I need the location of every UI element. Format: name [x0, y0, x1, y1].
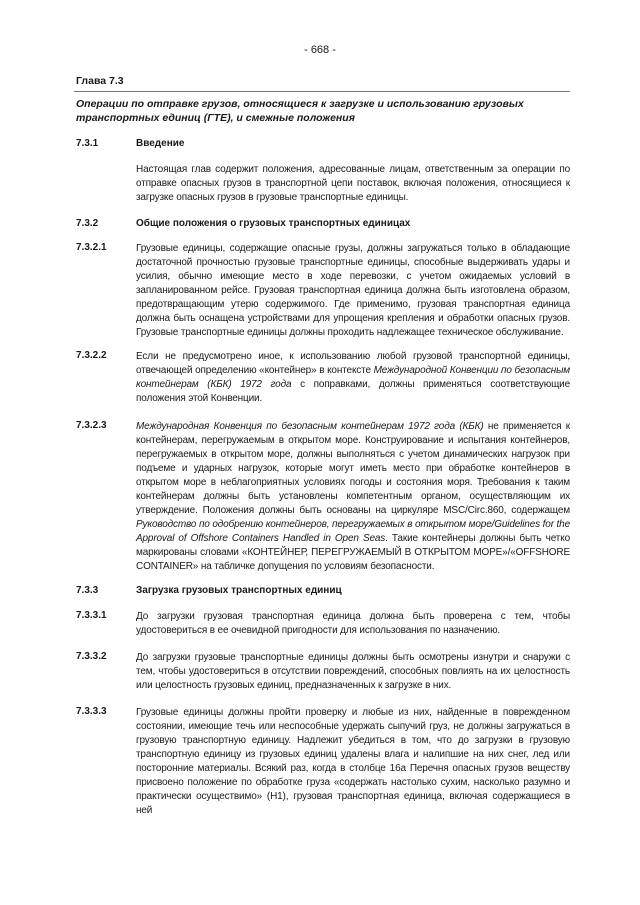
section-number: 7.3.2	[76, 218, 99, 229]
paragraph-number: 7.3.3.2	[76, 651, 107, 662]
paragraph-text: Международная Конвенция по безопасным контейнерам 1972 года (КБК) не применяется к контейнерам, перегружаемым в открытом море. Конструирование и испытания контейнеров, перегружаемых в открытом море, должны выполняться с учетом динамических нагрузок при подъеме и ударных нагрузок, которые могут иметь место при обработке контейнеров в открытом море в неблагоприятных условиях погоды и состояния моря. Требования к таким контейнерам должны быть установлены компетентным органом, осуществляющим их утверждение. Положения должны быть основаны на циркуляре MSC/Circ.860, содержащем Руководство по одобрению контейнеров, перегружаемых в открытом море/Guidelines for the Approval of Offshore Containers Handled in Open Seas. Такие контейнеры должны быть четко маркированы словами «КОНТЕЙНЕР, ПЕРЕГРУЖАЕМЫЙ В ОТКРЫТОМ МОРЕ»/«OFFSHORE CONTAINER» на табличке допущения по условиям безопасности.	[136, 421, 570, 572]
paragraph-number: 7.3.2.3	[76, 420, 107, 431]
paragraph-7-3-3-2	[76, 651, 570, 693]
paragraph-text: Грузовые единицы должны пройти проверку и любые из них, найденные в поврежденном состоянии, имеющие течь или неспособные удержать сыпучий груз, не должны загружаться в грузовую транспортную единицу. Надлежит убедиться в том, что до загрузки в грузовую транспортную единицу из грузовых единиц удалены влага и налипшие на них снег, лед или посторонние материалы. Всякий раз, когда в столбце 16а Перечня опасных грузов веществу присвоено положение по обработке груза «содержать настолько сухим, насколько разумно и практически осуществимо» (H1), грузовая транспортная единица, включая содержащиеся в ней	[136, 707, 570, 816]
section-heading: Загрузка грузовых транспортных единиц	[136, 585, 342, 596]
header-rule	[74, 91, 570, 92]
paragraph-text: До загрузки грузовая транспортная единица должна быть проверена с тем, чтобы удостовериться в ее очевидной пригодности для использования по назначению.	[136, 611, 570, 636]
section-heading: Общие положения о грузовых транспортных единицах	[136, 218, 411, 229]
page-number: - 668 -	[304, 44, 336, 56]
intro-paragraph	[76, 163, 570, 205]
paragraph-7-3-2-1	[76, 242, 570, 340]
paragraph-text: До загрузки грузовые транспортные единицы должны быть осмотрены изнутри и снаружи с тем, чтобы удостовериться в отсутствии повреждений, способных повлиять на их целостность или целостность грузовых единиц, предназначенных к загрузке в них.	[136, 652, 570, 691]
section-7-3-3	[76, 585, 570, 596]
section-number: 7.3.3	[76, 585, 99, 596]
section-number: 7.3.1	[76, 138, 99, 149]
chapter-title: Операции по отправке грузов, относящиеся к загрузке и использованию грузовых транспортных единиц (ГТЕ), и смежные положения	[76, 98, 524, 124]
paragraph-text: Настоящая глав содержит положения, адресованные лицам, ответственным за операции по отправке опасных грузов в транспортной цепи поставок, включая положения, относящиеся к загрузке опасных грузов в грузовые транспортные единицы.	[136, 164, 570, 203]
section-heading: Введение	[136, 138, 185, 149]
paragraph-7-3-2-3	[76, 420, 570, 574]
section-7-3-1	[76, 138, 570, 149]
paragraph-number: 7.3.2.1	[76, 242, 107, 253]
paragraph-number: 7.3.2.2	[76, 350, 107, 361]
paragraph-text: Грузовые единицы, содержащие опасные грузы, должны загружаться только в обладающие достаточной прочностью грузовые транспортные единицы, способные выдерживать удары и усилия, обычно имеющие место в ходе перевозки, с учетом ожидаемых условий в запланированном рейсе. Грузовая транспортная единица должна быть изготовлена образом, предотвращающим утерю содержимого. Где применимо, грузовая транспортная единица должна быть оснащена устройствами для упрощения крепления и обработки опасных грузов. Грузовые транспортные единицы должны проходить надлежащее техническое обслуживание.	[136, 243, 570, 338]
paragraph-number: 7.3.3.3	[76, 706, 107, 717]
paragraph-text: Если не предусмотрено иное, к использованию любой грузовой транспортной единицы, отвечающей определению «контейнер» в контексте Международной Конвенции по безопасным контейнерам (КБК) 1972 года с поправками, должны применяться соответствующие положения этой Конвенции.	[136, 351, 570, 404]
chapter-label: Глава 7.3	[76, 75, 124, 87]
section-7-3-2	[76, 218, 570, 229]
paragraph-7-3-2-2	[76, 350, 570, 406]
paragraph-number: 7.3.3.1	[76, 610, 107, 621]
paragraph-7-3-3-3	[76, 706, 570, 818]
paragraph-7-3-3-1	[76, 610, 570, 638]
